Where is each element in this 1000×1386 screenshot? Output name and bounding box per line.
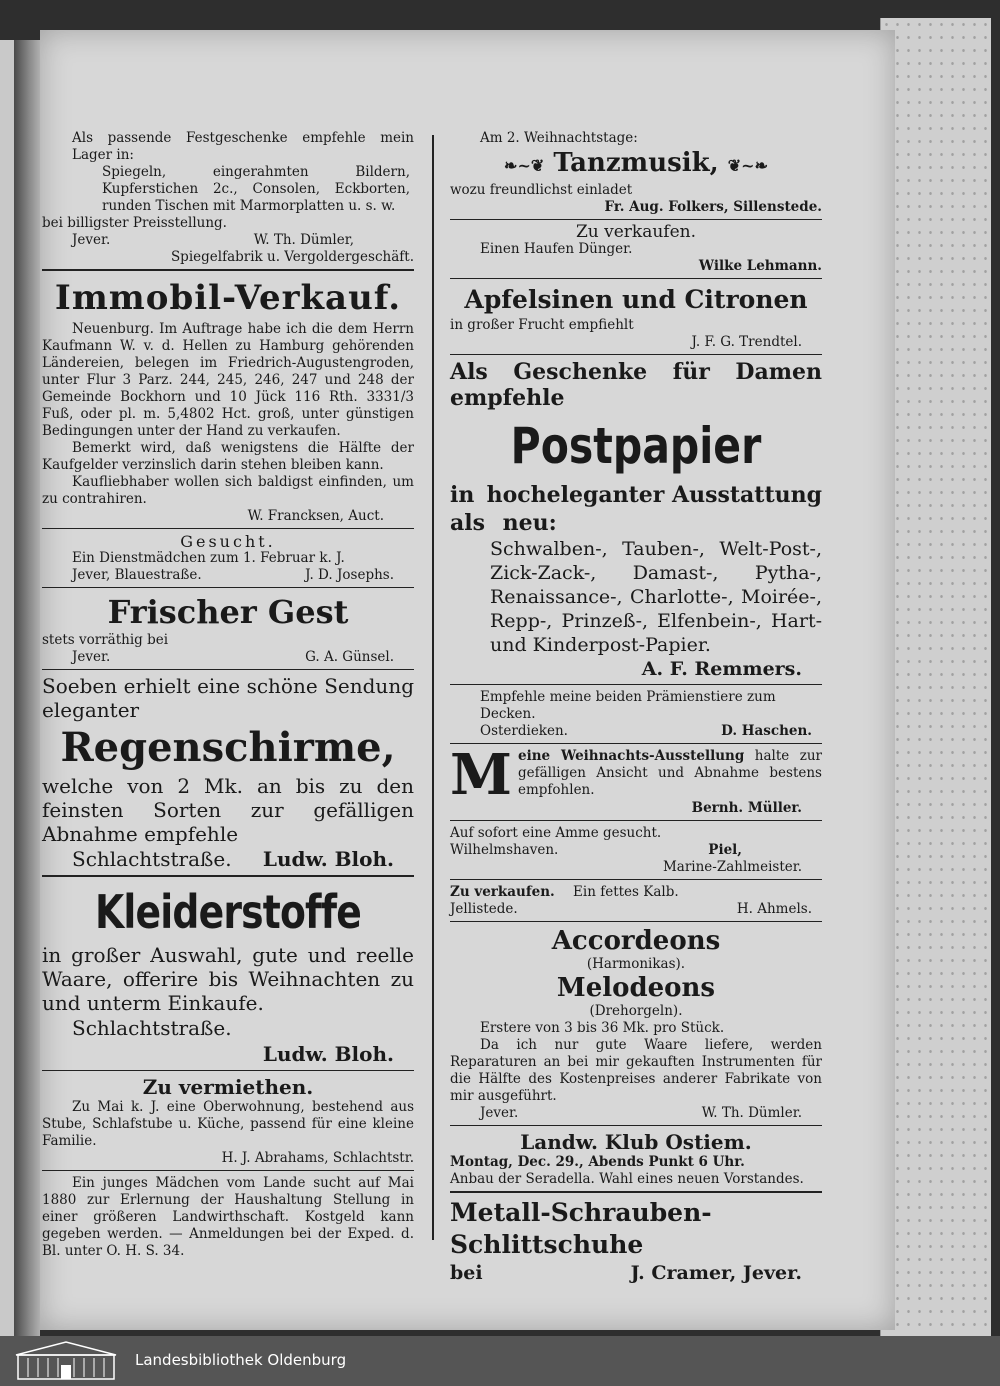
ad-weihnachts-ausstellung: M eine Weihnachts-Ausstellung halte zur gefälligen Ansicht und Abnahme bestens empfohlen. Bernh. Müller. <box>450 742 823 816</box>
divider <box>450 278 822 279</box>
footer-bar <box>0 1336 1000 1386</box>
divider <box>42 528 414 529</box>
ad-gesucht: Gesucht. Ein Dienstmädchen zum 1. Februar k. J. Jever, Blauestraße. J. D. Josephs. <box>72 532 394 583</box>
ad-landw-klub: Landw. Klub Ostiem. Montag, Dec. 29., Abends Punkt 6 Uhr. Anbau der Seradella. Wahl eines neuen Vorstandes. <box>450 1130 804 1187</box>
ad-tanzmusik: Am 2. Weihnachtstage: ❧~❦ Tanzmusik, ❦~❧ wozu freundlichst einladet Fr. Aug. Folkers, Sillenstede. <box>450 130 822 215</box>
column-divider <box>432 135 434 1240</box>
divider <box>42 1070 414 1071</box>
right-column <box>450 130 822 1285</box>
ad-apfelsinen: Apfelsinen und Citronen in großer Frucht empfiehlt J. F. G. Trendtel. <box>450 285 808 350</box>
left-page-edge <box>0 40 14 1336</box>
ad-verkaufen-duenger: Zu verkaufen. Einen Haufen Dünger. Wilke Lehmann. <box>480 222 822 274</box>
newspaper-page <box>40 30 895 1330</box>
left-column <box>40 130 414 1260</box>
divider <box>450 820 822 821</box>
ad-schlittschuhe: Metall-Schrauben-Schlittschuhe bei J. Cramer, Jever. <box>450 1198 802 1284</box>
divider <box>450 354 822 355</box>
ad-amme: Auf sofort eine Amme gesucht. Wilhelmshaven. Piel, Marine-Zahlmeister. <box>450 825 802 875</box>
ad-kleiderstoffe: Kleiderstoffe in großer Auswahl, gute und reelle Waare, offerire bis Weihnachten zu und unterm Einkaufe. Schlachtstraße. Ludw. Bloh. <box>42 885 414 1066</box>
ad-postpapier: Als Geschenke für Damen empfehle Postpapier in hocheleganter Ausstattung als neu: Schwalben-, Tauben-, Welt-Post-, Zick-Zack-, Damast-, Pytha-, Renaissance-, Charlotte-, Moirée-, Repp-, Prinzeß-, Elfenbein-, Hart- und Kinderpost-Papier. A. F. Remmers. <box>450 359 822 680</box>
divider <box>450 1191 822 1193</box>
divider <box>42 1170 414 1171</box>
book-spine <box>14 40 40 1336</box>
ad-fettes-kalb: Zu verkaufen. Ein fettes Kalb. Jellistede. H. Ahmels. <box>450 884 812 917</box>
divider <box>42 875 414 877</box>
divider <box>42 587 414 588</box>
ad-festgeschenke: Als passende Festgeschenke empfehle mein Lager in: Spiegeln, eingerahmten Bildern, Kupferstichen 2c., Consolen, Eckborten, runden Tischen mit Marmorplatten u. s. w. bei billigster Preisstellung. Jever. W. Th. Dümler, Spiegelfabrik u. Vergoldergeschäft. <box>42 130 414 265</box>
divider <box>42 269 414 271</box>
ad-junges-maedchen: Ein junges Mädchen vom Lande sucht auf Mai 1880 zur Erlernung der Haushaltung Stellung in einer größeren Landwirthschaft. Kostgeld kann gegeben werden. — Anmeldungen bei der Exped. d. Bl. unter O. H. S. 34. <box>42 1175 414 1259</box>
book-cover-board <box>880 18 991 1338</box>
ornament-right-icon: ❦~❧ <box>727 156 768 175</box>
divider <box>450 1125 822 1126</box>
divider <box>450 879 822 880</box>
ad-immobil-verkauf: Immobil-Verkauf. Neuenburg. Im Auftrage habe ich die dem Herrn Kaufmann W. v. d. Hellen zu Hamburg gehörenden Ländereien, belegen im Friedrich-Augustengroden, unter Flur 3 Parz. 244, 245, 246, 247 und 248 der Gemeinde Bockhorn und 10 Jück 116 Rth. 3331/3 Fuß, oder pl. m. 5,4802 Hct. groß, unter günstigen Bedingungen unter der Hand zu verkaufen. Bemerkt wird, daß wenigstens die Hälfte der Kaufgelder verzinslich darin stehen bleiben kann. Kaufliebhaber wollen sich baldigst einfinden, um zu contrahiren. W. Francksen, Auct. <box>42 278 414 524</box>
ad-praemienstiere: Empfehle meine beiden Prämienstiere zum Decken. Osterdieken. D. Haschen. <box>480 689 812 739</box>
ad-frischer-gest: Frischer Gest stets vorräthig bei Jever. G. A. Günsel. <box>42 593 394 665</box>
ad-zu-vermiethen: Zu vermiethen. Zu Mai k. J. eine Oberwohnung, bestehend aus Stube, Schlafstube u. Küche, passend für eine kleine Familie. H. J. Abrahams, Schlachtstr. <box>42 1075 414 1166</box>
divider <box>450 684 822 685</box>
ad-regenschirme: Soeben erhielt eine schöne Sendung eleganter Regenschirme, welche von 2 Mk. an bis zu den feinsten Sorten zur gefälligen Abnahme empfehle Schlachtstraße. Ludw. Bloh. <box>42 674 414 871</box>
divider <box>450 219 822 220</box>
library-name: Landesbibliothek Oldenburg <box>135 1351 347 1369</box>
ad-accordeons: Accordeons (Harmonikas). Melodeons (Drehorgeln). Erstere von 3 bis 36 Mk. pro Stück. Da ich nur gute Waare liefere, werden Reparaturen an bei mir gekauften Instrumenten für die Hälfte des Kostenpreises anderer Fabrikate von mir ausgeführt. Jever. W. Th. Dümler. <box>450 926 822 1121</box>
ornament-left-icon: ❧~❦ <box>504 156 545 175</box>
library-building-icon <box>8 1339 124 1383</box>
divider <box>450 921 822 922</box>
divider <box>42 669 414 670</box>
